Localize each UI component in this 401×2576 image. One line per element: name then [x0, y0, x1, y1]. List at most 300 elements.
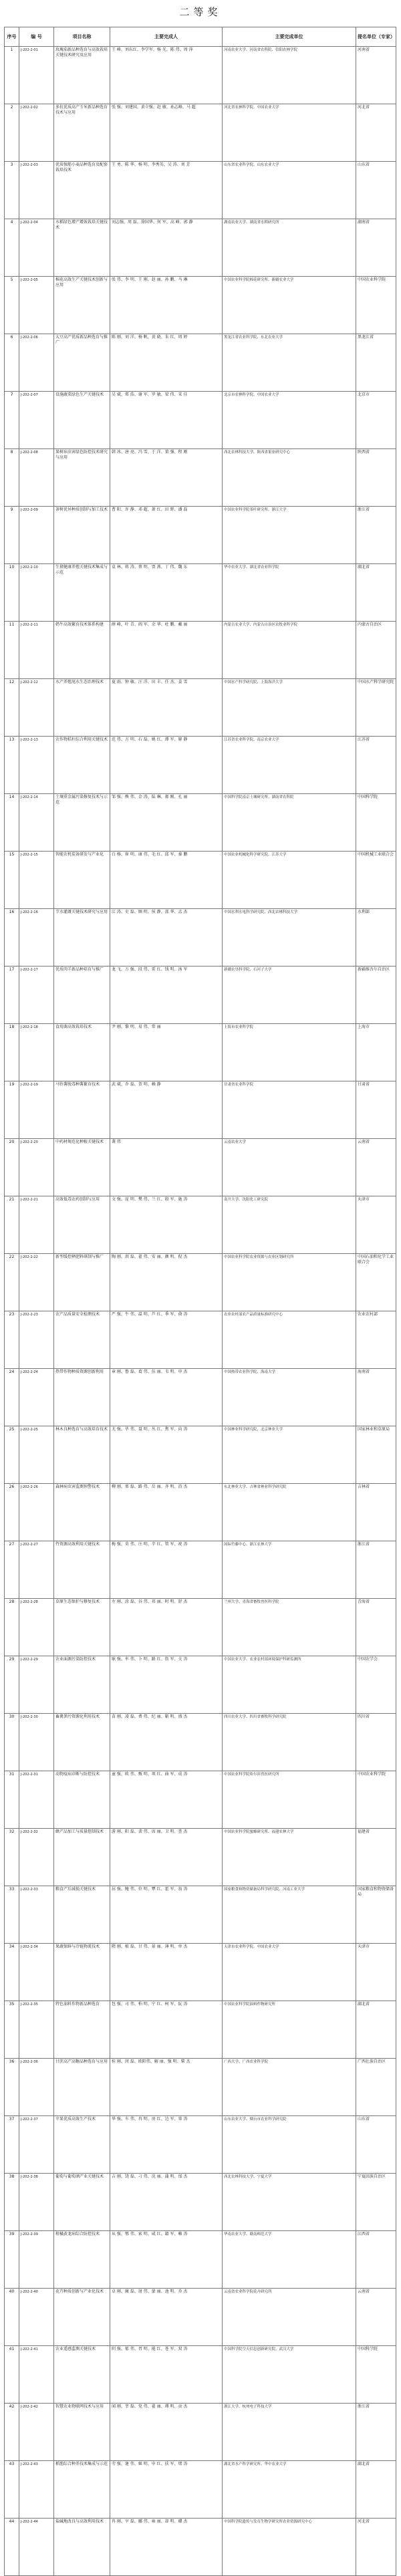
cell-units: 中国农业科学院蜜蜂研究所、福建农林大学	[223, 1829, 356, 1886]
table-row	[5, 622, 396, 679]
cell-id: J-202-2-25	[19, 1426, 54, 1484]
cell-units: 山东农业大学、烟台市农业科学研究院	[223, 2116, 356, 2174]
table-row	[5, 794, 396, 852]
cell-id: J-202-2-28	[19, 1599, 54, 1656]
cell-persons: 韩 冰、唐 亮、冯 雪、于 洋、董 强、程 刚	[110, 449, 223, 507]
cell-no: 25	[5, 1426, 19, 1484]
cell-id: J-202-2-05	[19, 277, 54, 334]
cell-project: 粮食产后减损关键技术	[54, 1886, 110, 1944]
cell-nominator: 宁夏回族自治区	[356, 2174, 396, 2231]
cell-persons: 劳 强、逄 伟、姬 明、申 红、扶 军、堵 涛	[110, 2461, 223, 2519]
cell-nominator: 中国农业科学院	[356, 277, 396, 334]
cell-units: 中国科学院遗传与发育生物学研究所农业资源研究中心	[223, 2519, 356, 2576]
cell-persons: 桂 刚、闵 磊、欧阳伟、解 丽、强 明、柴 杰	[110, 2059, 223, 2116]
cell-nominator: 湖北省	[356, 2461, 396, 2519]
table-row	[5, 679, 396, 737]
cell-units: 天津市农业科学院、中国农业大学	[223, 1944, 356, 2001]
cell-id: J-202-2-10	[19, 564, 54, 622]
cell-nominator: 中国农学会	[356, 1656, 396, 1714]
cell-units: 南开大学、沈阳化工研究院	[223, 1196, 356, 1254]
cell-no: 41	[5, 2346, 19, 2404]
table-row	[5, 909, 396, 967]
cell-nominator: 云南省	[356, 1139, 396, 1196]
table-row	[5, 2059, 396, 2116]
cell-project: 生猪健康养殖关键技术集成与示范	[54, 564, 110, 622]
cell-no: 18	[5, 1024, 19, 1081]
table-row	[5, 2001, 396, 2059]
cell-no: 15	[5, 852, 19, 909]
cell-persons: 白 杨、崔 明、康 伟、毛 红、邱 军、秦 鹏	[110, 852, 223, 909]
cell-id: J-202-2-06	[19, 334, 54, 392]
cell-project: 水产养殖尾水生态治理技术	[54, 679, 110, 737]
cell-project: 奶牛高效繁育技术体系构建	[54, 622, 110, 679]
cell-persons: 夏 雨、钟 敏、汪 洋、田 丰、任 杰、姜 雪	[110, 679, 223, 737]
cell-id: J-202-2-02	[19, 104, 54, 162]
cell-nominator: 福建省	[356, 1829, 396, 1886]
table-row	[5, 104, 396, 162]
cell-no: 12	[5, 679, 19, 737]
cell-units: 中国农业大学、农业农村部环境保护科研监测所	[223, 1656, 356, 1714]
cell-id: J-202-2-13	[19, 737, 54, 794]
cell-no: 40	[5, 2289, 19, 2346]
table-row	[5, 2231, 396, 2289]
table-row	[5, 737, 396, 794]
cell-units: 中国林业科学研究院、北京林业大学	[223, 1426, 356, 1484]
cell-nominator: 河南省	[356, 47, 396, 104]
cell-no: 31	[5, 1771, 19, 1829]
cell-id: J-202-2-15	[19, 852, 54, 909]
table-row	[5, 219, 396, 277]
cell-units: 中国农业科学院茶叶研究所、浙江大学	[223, 507, 356, 564]
cell-no: 35	[5, 2001, 19, 2059]
cell-nominator: 海南省	[356, 1369, 396, 1426]
cell-id: J-202-2-26	[19, 1484, 54, 1541]
cell-id: J-202-2-16	[19, 909, 54, 967]
cell-id: J-202-2-22	[19, 1254, 54, 1311]
cell-no: 10	[5, 564, 19, 622]
table-row	[5, 2289, 396, 2346]
cell-nominator: 山东省	[356, 162, 396, 219]
cell-id: J-202-2-39	[19, 2231, 54, 2289]
table-row	[5, 1714, 396, 1771]
table-row	[5, 47, 396, 104]
header-persons: 主要完成人	[110, 27, 223, 47]
cell-nominator: 河北省	[356, 104, 396, 162]
cell-persons: 王 峰、刘东红、李学军、杨 光、陈 伟、周 萍	[110, 47, 223, 104]
cell-project: 农作物秸秆综合利用关键技术	[54, 737, 110, 794]
cell-units: 北京市农林科学院、中国农业大学	[223, 392, 356, 449]
cell-id: J-202-2-40	[19, 2289, 54, 2346]
cell-id: J-202-2-31	[19, 1771, 54, 1829]
cell-persons: 龙 飞、万 强、段 伟、雷 红、钱 明、汤 军	[110, 967, 223, 1024]
table-row	[5, 277, 396, 334]
cell-project: 玫瑰茄新品种选育与高效栽培关键技术研究及应用	[54, 47, 110, 104]
cell-units: 上海市农业科学院	[223, 1024, 356, 1081]
cell-id: J-202-2-42	[19, 2404, 54, 2461]
cell-units: 华南农业大学、赣南师范大学	[223, 2231, 356, 2289]
cell-project: 热带作物种质资源创新利用	[54, 1369, 110, 1426]
cell-id: J-202-2-41	[19, 2346, 54, 2404]
cell-no: 33	[5, 1886, 19, 1944]
cell-no: 19	[5, 1081, 19, 1139]
table-row	[5, 1196, 396, 1254]
cell-nominator: 山东省	[356, 2116, 396, 2174]
cell-units: 甘肃省农业科学院	[223, 1081, 356, 1139]
cell-persons: 袁 林、蒋 涛、蔡 明、贾 燕、丁 伟、魏 东	[110, 564, 223, 622]
header-no: 序号	[5, 27, 19, 47]
cell-nominator: 浙江省	[356, 2404, 396, 2461]
cell-persons: 严 强、牛 伟、温 明、芦 红、季 军、俞 涛	[110, 1311, 223, 1369]
cell-nominator: 中国科学院	[356, 794, 396, 852]
cell-id: J-202-2-18	[19, 1024, 54, 1081]
cell-project: 竹资源高效利用关键技术	[54, 1541, 110, 1599]
cell-id: J-202-2-17	[19, 967, 54, 1024]
cell-persons: 章 刚、鲁 磊、葛 伟、伍 丽、韦 明、申 杰	[110, 1369, 223, 1426]
cell-no: 2	[5, 104, 19, 162]
cell-persons: 包 强、司 伟、柏 明、宁 红、柯 军、阮 涛	[110, 2001, 223, 2059]
cell-nominator: 黑龙江省	[356, 334, 396, 392]
cell-project: 土壤重金属污染修复技术与示范	[54, 794, 110, 852]
table-row	[5, 1426, 396, 1484]
table-row	[5, 967, 396, 1024]
table-row	[5, 1599, 396, 1656]
cell-no: 38	[5, 2174, 19, 2231]
cell-nominator: 四川省	[356, 1714, 396, 1771]
cell-id: J-202-2-24	[19, 1369, 54, 1426]
table-row	[5, 1656, 396, 1714]
cell-project: 水稻绿色增产增效栽培关键技术	[54, 219, 110, 277]
cell-project: 多抗优质高产玉米新品种选育技术与应用	[54, 104, 110, 162]
cell-id: J-202-2-30	[19, 1714, 54, 1771]
cell-no: 27	[5, 1541, 19, 1599]
cell-project: 畜禽粪污资源化利用技术	[54, 1714, 110, 1771]
cell-nominator: 国家粮食和物资储备局	[356, 1886, 396, 1944]
cell-units: 新疆农垦科学院、石河子大学	[223, 967, 356, 1024]
cell-nominator: 国家林业和草原局	[356, 1426, 396, 1484]
header-id: 编 号	[19, 27, 54, 47]
cell-nominator: 北京市	[356, 392, 396, 449]
cell-units: 河南农业大学、河南省农科院、信阳农林学院	[223, 47, 356, 104]
cell-persons: 尹 刚、黎 明、易 伟、常 丽	[110, 1024, 223, 1081]
cell-units: 四川农业大学、四川省畜牧科学研究院	[223, 1714, 356, 1771]
cell-units: 云南省农业科学院花卉研究所	[223, 2289, 356, 2346]
cell-nominator: 青海省	[356, 1599, 396, 1656]
cell-no: 7	[5, 392, 19, 449]
cell-persons: 曹 阳、许 静、邓 超、萧 红、田 野、潘 磊	[110, 507, 223, 564]
cell-persons: 童 强、欧 伟、甄 明、项 红、曲 军、成 涛	[110, 1771, 223, 1829]
cell-no: 23	[5, 1311, 19, 1369]
cell-persons: 薛 峰、叶 青、阎 军、余 华、杜 鹏、戴 丽	[110, 622, 223, 679]
cell-persons: 柳 刚、邢 磊、路 伟、岳 丽、齐 明、沿 杰	[110, 1484, 223, 1541]
cell-units: 黑龙江省农业科学院、东北农业大学	[223, 334, 356, 392]
cell-project: 柑橘黄龙病综合防控技术	[54, 2231, 110, 2289]
cell-id: J-202-2-07	[19, 392, 54, 449]
cell-project: 优质肉羊新品种培育与推广	[54, 967, 110, 1024]
cell-persons: 尤 强、毕 伟、聂 明、丛 红、焦 军、向 涛	[110, 1426, 223, 1484]
table-row	[5, 449, 396, 507]
award-table	[4, 27, 396, 2576]
cell-nominator: 中国石油和化学工业联合会	[356, 1254, 396, 1311]
cell-units: 江苏省农业科学院、南京农业大学	[223, 737, 356, 794]
cell-no: 44	[5, 2519, 19, 2576]
cell-persons: 龚 伟	[110, 1139, 223, 1196]
cell-project: 棉花高效生产关键技术创新与应用	[54, 277, 110, 334]
cell-project: 新型缓控释肥料研制与推广	[54, 1254, 110, 1311]
cell-nominator: 广西壮族自治区	[356, 2059, 396, 2116]
cell-units: 河北省农林科学院、中国农业大学	[223, 104, 356, 162]
table-row	[5, 1024, 396, 1081]
cell-id: J-202-2-33	[19, 1886, 54, 1944]
cell-id: J-202-2-38	[19, 2174, 54, 2231]
cell-persons: 邹 强、熊 伟、金 涛、陆 琳、郝 刚、孔 丽	[110, 794, 223, 852]
cell-units: 西北农林科技大学、陕西省果业研究中心	[223, 449, 356, 507]
cell-id: J-202-2-37	[19, 2116, 54, 2174]
cell-nominator: 湖北省	[356, 564, 396, 622]
cell-persons: 冉 刚、宰 磊、郦 伟、雍 丽、却 明、璩 杰	[110, 2519, 223, 2576]
cell-id: J-202-2-29	[19, 1656, 54, 1714]
cell-id: J-202-2-44	[19, 2519, 54, 2576]
cell-no: 22	[5, 1254, 19, 1311]
cell-no: 11	[5, 622, 19, 679]
cell-nominator: 新疆维吾尔自治区	[356, 967, 396, 1024]
cell-no: 1	[5, 47, 19, 104]
cell-units: 中国农业科学院哈尔滨兽医研究所	[223, 1771, 356, 1829]
cell-no: 3	[5, 162, 19, 219]
cell-id: J-202-2-43	[19, 2461, 54, 2519]
cell-id: J-202-2-14	[19, 794, 54, 852]
cell-project: 节水灌溉关键技术研究与应用	[54, 909, 110, 967]
cell-persons: 江 涛、史 磊、顾 明、侯 静、邵 华、孟 杰	[110, 909, 223, 967]
cell-project: 特色油料作物新品种选育	[54, 2001, 110, 2059]
cell-persons: 从 强、鄂 伟、索 明、咸 红、籍 军、赖 涛	[110, 2231, 223, 2289]
cell-persons: 隋 刚、植 磊、甘 伟、景 丽、薄 明、单 杰	[110, 1944, 223, 2001]
cell-persons: 游 刚、阳 磊、裴 伟、席 丽、卫 明、查 杰	[110, 1829, 223, 1886]
cell-project: 林木良种选育与高效培育技术	[54, 1426, 110, 1484]
cell-persons: 阴 强、郁 伟、胥 明、能 红、苍 军、双 涛	[110, 2346, 223, 2404]
cell-nominator: 江西省	[356, 2231, 396, 2289]
cell-nominator: 湖北省	[356, 2001, 396, 2059]
cell-project: 茶树优异种质创制与加工技术	[54, 507, 110, 564]
cell-project: 食用菌高效栽培技术	[54, 1024, 110, 1081]
table-row	[5, 852, 396, 909]
cell-no: 16	[5, 909, 19, 967]
cell-project: 草原生态保护与修复技术	[54, 1599, 110, 1656]
cell-nominator: 河北省	[356, 2519, 396, 2576]
cell-project: 设施蔬菜绿色生产关键技术	[54, 392, 110, 449]
header-nominator: 提名单位（专家）	[356, 27, 396, 47]
cell-project: 稻渔综合种养技术集成与示范	[54, 2461, 110, 2519]
cell-no: 24	[5, 1369, 19, 1426]
cell-project: 大豆高产优质新品种选育与推广	[54, 334, 110, 392]
cell-persons: 张 伟、李 明、王 刚、赵 丽、孙 鹏、马 琳	[110, 277, 223, 334]
cell-id: J-202-2-12	[19, 679, 54, 737]
cell-project: 农业面源污染防控技术	[54, 1656, 110, 1714]
cell-units: 中国水利水电科学研究院、西北农林科技大学	[223, 909, 356, 967]
cell-no: 20	[5, 1139, 19, 1196]
cell-units: 湖北省水产科学研究所、华中农业大学	[223, 2461, 356, 2519]
cell-no: 26	[5, 1484, 19, 1541]
cell-id: J-202-2-09	[19, 507, 54, 564]
table-row	[5, 1139, 396, 1196]
cell-nominator: 浙江省	[356, 507, 396, 564]
cell-project: 智慧农业物联网技术与应用	[54, 2404, 110, 2461]
cell-no: 14	[5, 794, 19, 852]
table-row	[5, 1311, 396, 1369]
table-row	[5, 1081, 396, 1139]
cell-nominator: 湖南省	[356, 219, 396, 277]
cell-project: 农产品质量安全检测技术	[54, 1311, 110, 1369]
cell-id: J-202-2-23	[19, 1311, 54, 1369]
cell-project: 葡萄与葡萄酒产业关键技术	[54, 2174, 110, 2231]
cell-nominator: 陕西省	[356, 449, 396, 507]
table-row	[5, 1541, 396, 1599]
cell-nominator: 内蒙古自治区	[356, 622, 396, 679]
cell-no: 36	[5, 2059, 19, 2116]
cell-no: 29	[5, 1656, 19, 1714]
table-row	[5, 1829, 396, 1886]
cell-project: 动物疫病诊断与防控技术	[54, 1771, 110, 1829]
cell-id: J-202-2-01	[19, 47, 54, 104]
cell-units: 中国科学院南京土壤研究所、湖南省农科院	[223, 794, 356, 852]
cell-no: 43	[5, 2461, 19, 2519]
cell-units: 中国农业科学院棉花研究所、新疆农业大学	[223, 277, 356, 334]
cell-units: 兰州大学、青海省畜牧兽医科学院	[223, 1599, 356, 1656]
page-title: 二等奖	[179, 6, 222, 18]
cell-persons: 屈 强、鲍 伟、位 明、覃 红、霍 军、翁 涛	[110, 1886, 223, 1944]
cell-persons: 范 伟、方 明、石 磊、姚 红、谭 军、廖 静	[110, 737, 223, 794]
cell-nominator: 水利部	[356, 909, 396, 967]
cell-id: J-202-2-04	[19, 219, 54, 277]
cell-no: 4	[5, 219, 19, 277]
cell-units: 华中农业大学、湖北省农业科学院	[223, 564, 356, 622]
cell-project: 马铃薯脱毒种薯繁育技术	[54, 1081, 110, 1139]
table-row	[5, 2174, 396, 2231]
cell-persons: 文 强、庞 明、樊 伟、兰 红、殷 军、施 涛	[110, 1196, 223, 1254]
cell-project: 苹果优质高效生产技术	[54, 2116, 110, 2174]
cell-no: 37	[5, 2116, 19, 2174]
table-row	[5, 2461, 396, 2519]
cell-nominator: 中国水产科学研究院	[356, 679, 396, 737]
cell-persons: 王 勇、陈 华、杨 明、李秀英、吴 涛、刘 芳	[110, 162, 223, 219]
cell-id: J-202-2-32	[19, 1829, 54, 1886]
cell-id: J-202-2-35	[19, 2001, 54, 2059]
cell-units: 中国热带农业科学院、海南大学	[223, 1369, 356, 1426]
cell-units: 山东省农业科学院、山东农业大学	[223, 162, 356, 219]
cell-project: 优质强筋小麦品种选育及配套栽培技术	[54, 162, 110, 219]
cell-units: 国家粮食和物资储备局科学研究院、河南工业大学	[223, 1886, 356, 1944]
cell-id: J-202-2-34	[19, 1944, 54, 2001]
cell-units: 浙江大学、杭州电子科技大学	[223, 2404, 356, 2461]
cell-project: 蜂产品加工与质量控制技术	[54, 1829, 110, 1886]
cell-units: 西北农林科技大学、宁夏大学	[223, 2174, 356, 2231]
cell-id: J-202-2-27	[19, 1541, 54, 1599]
cell-persons: 华 强、车 伟、冉 明、房 红、边 军、辜 涛	[110, 2116, 223, 2174]
table-row	[5, 1254, 396, 1311]
cell-project: 甘蔗高产高糖品种选育与应用	[54, 2059, 110, 2116]
cell-nominator: 江苏省	[356, 737, 396, 794]
cell-units: 农业农村部农产品质量标准研究中心	[223, 1311, 356, 1369]
cell-project: 花卉种质创新与产业化技术	[54, 2289, 110, 2346]
cell-persons: 梅 强、莫 伟、庄 明、辛 红、管 军、祝 涛	[110, 1541, 223, 1599]
cell-no: 6	[5, 334, 19, 392]
cell-persons: 张 强、刘建国、黄立强、赵 敏、孙志峰、马 超	[110, 104, 223, 162]
cell-units: 内蒙古农业大学、内蒙古自治区农牧业科学院	[223, 622, 356, 679]
cell-no: 34	[5, 1944, 19, 2001]
cell-id: J-202-2-20	[19, 1139, 54, 1196]
cell-no: 30	[5, 1714, 19, 1771]
table-row	[5, 564, 396, 622]
header-project: 项目名称	[54, 27, 110, 47]
table-row	[5, 1944, 396, 2001]
cell-nominator: 甘肃省	[356, 1081, 396, 1139]
cell-no: 28	[5, 1599, 19, 1656]
cell-id: J-202-2-19	[19, 1081, 54, 1139]
cell-nominator: 吉林省	[356, 1484, 396, 1541]
cell-project: 果树病虫害绿色防控技术研究与应用	[54, 449, 110, 507]
cell-project: 森林病虫害监测预警技术	[54, 1484, 110, 1541]
header-units: 主要完成单位	[223, 27, 356, 47]
cell-persons: 苗 刚、凌 磊、费 伟、纪 丽、靳 明、盛 杰	[110, 1714, 223, 1771]
cell-units: 云南农业大学	[223, 1139, 356, 1196]
cell-persons: 武 斌、乔 磊、贺 明、赖 静	[110, 1081, 223, 1139]
cell-nominator: 中国农业科学院	[356, 1771, 396, 1829]
table-header	[5, 27, 396, 47]
cell-no: 13	[5, 737, 19, 794]
cell-id: J-202-2-21	[19, 1196, 54, 1254]
table-body	[5, 47, 396, 2576]
cell-units: 中国科学院空天信息创新研究院、武汉大学	[223, 2346, 356, 2404]
cell-no: 8	[5, 449, 19, 507]
cell-units: 湖南农业大学、湖南省水稻研究所	[223, 219, 356, 277]
cell-persons: 陶 刚、洪 磊、翟 伟、安 丽、颜 明、倪 杰	[110, 1254, 223, 1311]
cell-persons: 吴 斌、郑 浩、谢 军、罗 敏、梁 伟、宋 佳	[110, 392, 223, 449]
cell-nominator: 农业农村部	[356, 1311, 396, 1369]
table-row	[5, 1484, 396, 1541]
table-row	[5, 1369, 396, 1426]
cell-project: 中药材规范化种植关键技术	[54, 1139, 110, 1196]
cell-persons: 吉 刚、饶 磊、刁 伟、沈 丽、蒲 明、邰 杰	[110, 2174, 223, 2231]
table-row	[5, 1886, 396, 1944]
table-row	[5, 2404, 396, 2461]
cell-persons: 左 刚、涂 磊、谷 伟、祁 丽、时 明、舒 杰	[110, 1599, 223, 1656]
cell-units: 东北林业大学、吉林省林业科学研究院	[223, 1484, 356, 1541]
table-row	[5, 507, 396, 564]
cell-units: 中国农业科学院油料作物研究所	[223, 2001, 356, 2059]
table-row	[5, 2519, 396, 2576]
cell-no: 39	[5, 2231, 19, 2289]
cell-units: 国际竹藤中心、浙江农林大学	[223, 1541, 356, 1599]
cell-persons: 刘志强、周 磊、徐国华、何 军、高 峰、郭 静	[110, 219, 223, 277]
cell-persons: 卓 刚、蔺 磊、屠 伟、蒙 丽、池 明、乔 杰	[110, 2289, 223, 2346]
cell-persons: 耿 强、牟 伟、卜 明、路 红、詹 军、关 涛	[110, 1656, 223, 1714]
cell-units: 中国农业机械化科学研究院、江苏大学	[223, 852, 356, 909]
cell-nominator: 天津市	[356, 1196, 396, 1254]
cell-units: 中国水产科学研究院、上海海洋大学	[223, 679, 356, 737]
table-row	[5, 392, 396, 449]
cell-nominator: 天津市	[356, 1944, 396, 2001]
cell-project: 高效低毒农药创制与应用	[54, 1196, 110, 1254]
cell-nominator: 浙江省	[356, 1541, 396, 1599]
cell-no: 21	[5, 1196, 19, 1254]
cell-persons: 闻 刚、莘 磊、党 伟、翟 丽、谭 明、贡 杰	[110, 2404, 223, 2461]
cell-project: 农业遥感监测关键技术	[54, 2346, 110, 2404]
cell-no: 9	[5, 507, 19, 564]
cell-project: 智能农机装备研发与产业化	[54, 852, 110, 909]
cell-persons: 陈 刚、刘 洋、杨 帆、黄 晓、朱 红、周 婷	[110, 334, 223, 392]
cell-nominator: 云南省	[356, 2289, 396, 2346]
cell-no: 17	[5, 967, 19, 1024]
cell-project: 果蔬保鲜与冷链物流技术	[54, 1944, 110, 2001]
